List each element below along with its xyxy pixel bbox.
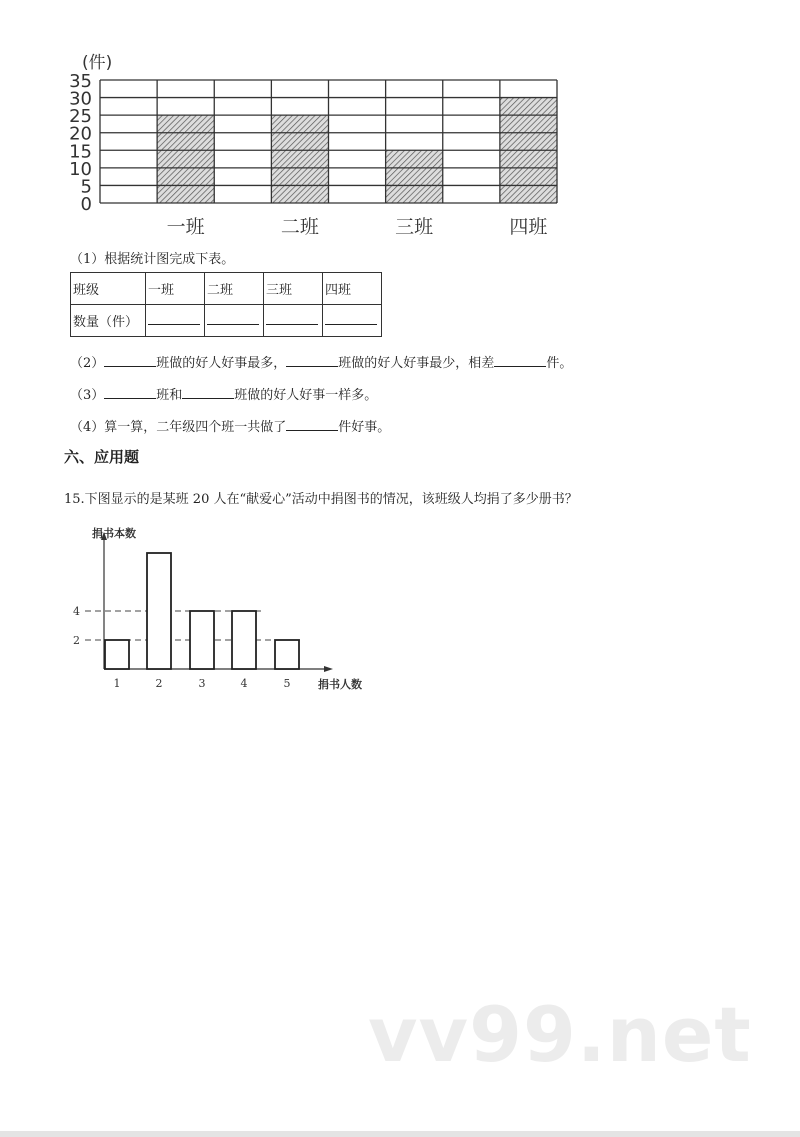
table-header: 三班 [264, 273, 323, 305]
y-tick-label: 35 [69, 71, 92, 92]
table-header: 班级 [71, 273, 146, 305]
y-tick-label: 10 [69, 158, 92, 180]
watermark: vv99.net [368, 990, 752, 1079]
y-axis-label: 捐书本数 [92, 527, 136, 540]
section-title: 六、应用题 [64, 448, 140, 466]
x-tick-label: 三班 [395, 216, 434, 238]
x-tick-label: 四班 [509, 216, 548, 238]
x-axis-arrow-icon [324, 666, 333, 672]
y-tick-label: 20 [69, 123, 92, 145]
x-tick-label: 二班 [280, 216, 319, 238]
question-4: （4）算一算，二年级四个班一共做了 件好事。 [70, 420, 391, 435]
y-tick-label: 25 [69, 106, 92, 128]
x-tick-label: 3 [198, 677, 206, 690]
x-tick-label: 5 [283, 677, 291, 690]
table-header: 四班 [323, 273, 382, 305]
bar [232, 611, 256, 669]
table-header: 二班 [205, 273, 264, 305]
x-tick-label: 一班 [166, 216, 205, 238]
x-tick-label: 4 [240, 677, 248, 690]
x-tick-label: 2 [155, 677, 163, 690]
question-1: （1）根据统计图完成下表。 [70, 252, 235, 267]
bar [147, 553, 171, 669]
book-donation-bar-chart [0, 0, 400, 700]
y-tick-label: 30 [69, 88, 92, 110]
table-header: 一班 [146, 273, 205, 305]
y-tick-label: 15 [69, 141, 92, 163]
y-tick-label: 5 [80, 176, 92, 198]
bar [190, 611, 214, 669]
x-axis-label: 捐书人数 [318, 678, 362, 691]
question-3: （3） 班和 班做的好人好事一样多。 [70, 388, 378, 403]
bar [275, 640, 299, 669]
y-tick-label: 4 [73, 605, 80, 618]
question-15: 15.下图显示的是某班 20 人在“献爱心”活动中捐图书的情况，该班级人均捐了多少册书？ [64, 492, 578, 507]
table-row-label: 数量（件） [71, 305, 146, 337]
y-unit-label: (件) [82, 53, 113, 73]
x-tick-label: 1 [113, 677, 121, 690]
answer-blank[interactable] [494, 354, 546, 367]
y-tick-label: 2 [73, 634, 80, 647]
bar [105, 640, 129, 669]
question-2: （2） 班做的好人好事最多， 班做的好人好事最少，相差 件。 [70, 356, 573, 371]
page-edge [0, 1131, 800, 1137]
y-tick-label: 0 [80, 194, 92, 215]
